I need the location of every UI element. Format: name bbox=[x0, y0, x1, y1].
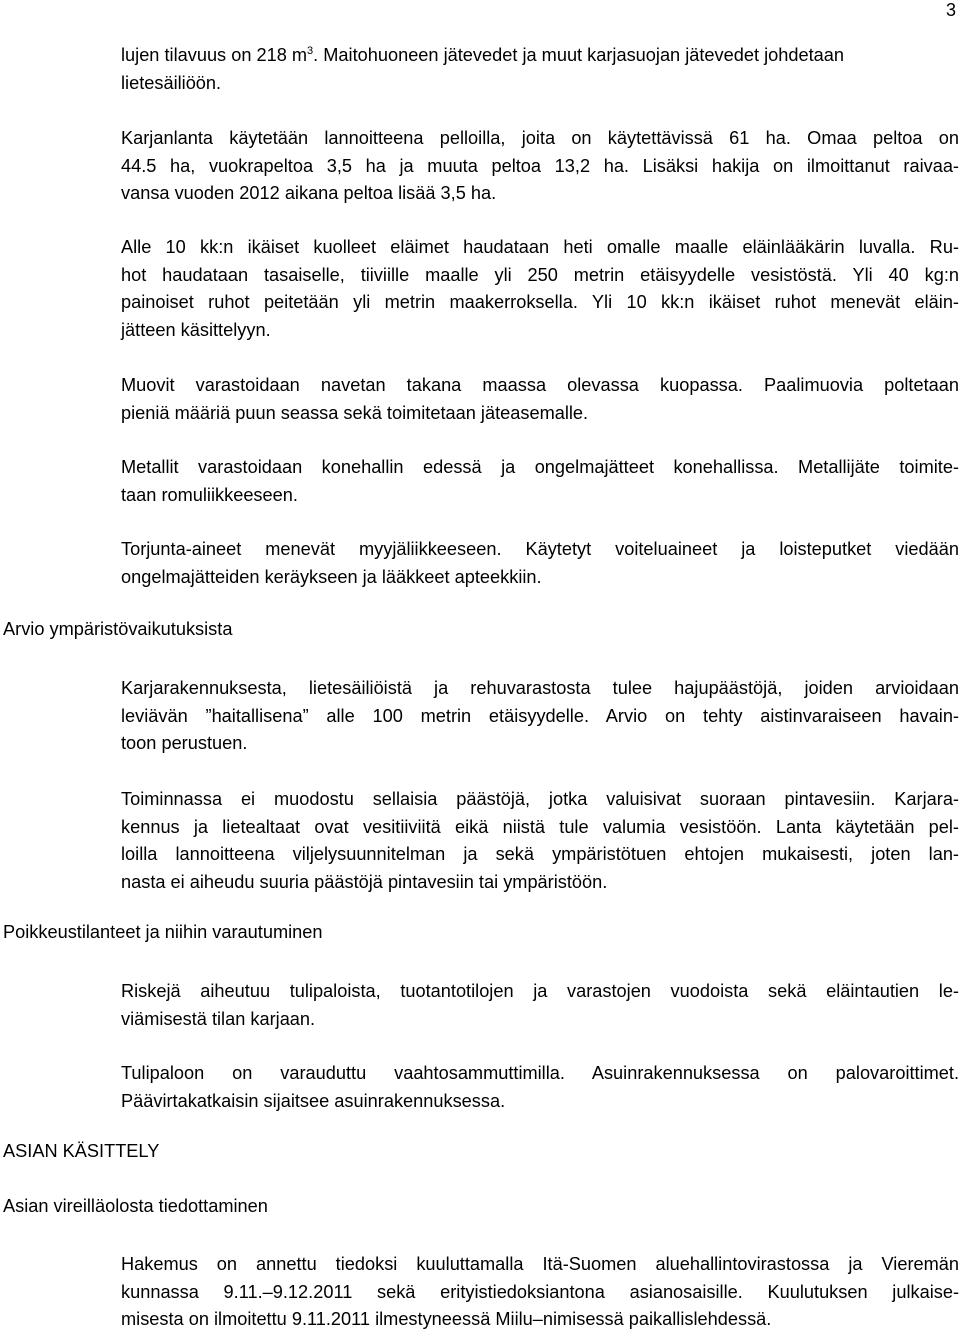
text-line: Karjanlanta käytetään lannoitteena pelloilla, joita on käytettävissä 61 ha. Omaa peltoa on bbox=[121, 128, 959, 148]
section-heading-pending-notification: Asian vireilläolosta tiedottaminen bbox=[3, 1196, 268, 1216]
text-line: jätteen käsittelyyn. bbox=[121, 319, 271, 340]
text-line: pieniä määriä puun seassa sekä toimitetaan jäteasemalle. bbox=[121, 402, 589, 423]
section-heading-case-handling: ASIAN KÄSITTELY bbox=[3, 1141, 160, 1161]
paragraph-surface-water bbox=[121, 786, 959, 896]
text-line: kennus ja lietealtaat ovat vesitiiviitä eikä niistä tule valumia vesistöön. Lanta käytetään pel- bbox=[121, 816, 959, 837]
section-heading-exceptional-situations: Poikkeustilanteet ja niihin varautuminen bbox=[3, 922, 323, 942]
text-line: Tulipaloon on varauduttu vaahtosammuttimilla. Asuinrakennuksessa on palovaroittimet. bbox=[121, 1063, 959, 1083]
text-line: viämisestä tilan karjaan. bbox=[121, 1008, 316, 1029]
text-line: Karjarakennuksesta, lietesäiliöistä ja rehuvarastosta tulee hajupäästöjä, joiden arvioidaan bbox=[121, 678, 959, 698]
paragraph-slurry-tank bbox=[121, 42, 959, 97]
text-line: Muovit varastoidaan navetan takana maassa olevassa kuopassa. Paalimuovia poltetaan bbox=[121, 375, 959, 395]
paragraph-plastics bbox=[121, 372, 959, 427]
text-line: leviävän ”haitallisena” alle 100 metrin etäisyydelle. Arvio on tehty aistinvaraiseen havain- bbox=[121, 705, 959, 726]
text-line: toon perustuen. bbox=[121, 733, 248, 753]
section-heading-environmental-impact: Arvio ympäristövaikutuksista bbox=[3, 619, 233, 639]
text-line: vansa vuoden 2012 aikana peltoa lisää 3,5 ha. bbox=[121, 183, 497, 203]
paragraph-pesticides bbox=[121, 536, 959, 591]
page-number: 3 bbox=[945, 0, 956, 20]
paragraph-metals bbox=[121, 454, 959, 509]
text-line: Päävirtakatkaisin sijaitsee asuinrakennuksessa. bbox=[121, 1090, 506, 1111]
text-line: Riskejä aiheutuu tulipaloista, tuotantotilojen ja varastojen vuodoista sekä eläintautien le- bbox=[121, 981, 959, 1001]
text-line: Hakemus on annettu tiedoksi kuuluttamalla Itä-Suomen aluehallintovirastossa ja Vieremän bbox=[121, 1254, 959, 1274]
text-line: hot haudataan tasaiselle, tiiviille maalle yli 250 metrin etäisyydelle vesistöstä. Yli 40 kg:n bbox=[121, 264, 959, 285]
paragraph-fire-safety bbox=[121, 1060, 959, 1115]
text-line: loilla lannoitteena viljelysuunnitelman ja sekä ympäristötuen ehtojen mukaisesti, joten lan- bbox=[121, 844, 959, 864]
text-line: painoiset ruhot peitetään yli metrin maakerroksella. Yli 10 kk:n ikäiset ruhot menevät eläin- bbox=[121, 292, 959, 312]
paragraph-risks bbox=[121, 978, 959, 1033]
paragraph-manure-fields bbox=[121, 125, 959, 208]
paragraph-public-notice bbox=[121, 1251, 959, 1334]
paragraph-dead-animals bbox=[121, 234, 959, 344]
text-line: ongelmajätteiden keräykseen ja lääkkeet apteekkiin. bbox=[121, 566, 542, 587]
text-line: nasta ei aiheudu suuria päästöjä pintavesiin tai ympäristöön. bbox=[121, 871, 608, 892]
text-line: lujen tilavuus on 218 $m^3$. Maitohuoneen jätevedet ja muut karjasuojan jätevedet johdetaan bbox=[121, 44, 844, 65]
text-line: lietesäiliöön. bbox=[121, 72, 222, 93]
text-line: Torjunta-aineet menevät myyjäliikkeeseen. Käytetyt voiteluaineet ja loisteputket viedään bbox=[121, 539, 959, 559]
text-line: Metallit varastoidaan konehallin edessä ja ongelmajätteet konehallissa. Metallijäte toimite- bbox=[121, 457, 959, 477]
text-line: Alle 10 kk:n ikäiset kuolleet eläimet haudataan heti omalle maalle eläinlääkärin luvalla. Ru- bbox=[121, 237, 959, 257]
text-line: taan romuliikkeeseen. bbox=[121, 484, 298, 505]
text-line: misesta on ilmoitettu 9.11.2011 ilmestyneessä Miilu–nimisessä paikallislehdessä. bbox=[121, 1309, 772, 1329]
text-line: kunnassa 9.11.–9.12.2011 sekä erityistiedoksiantona asianosaisille. Kuulutuksen julkaise- bbox=[121, 1281, 959, 1302]
text-line: 44.5 ha, vuokrapeltoa 3,5 ha ja muuta peltoa 13,2 ha. Lisäksi hakija on ilmoittanut raivaa- bbox=[121, 155, 959, 176]
text-line: Toiminnassa ei muodostu sellaisia päästöjä, jotka valuisivat suoraan pintavesiin. Karjara- bbox=[121, 789, 959, 809]
paragraph-odour bbox=[121, 675, 959, 758]
